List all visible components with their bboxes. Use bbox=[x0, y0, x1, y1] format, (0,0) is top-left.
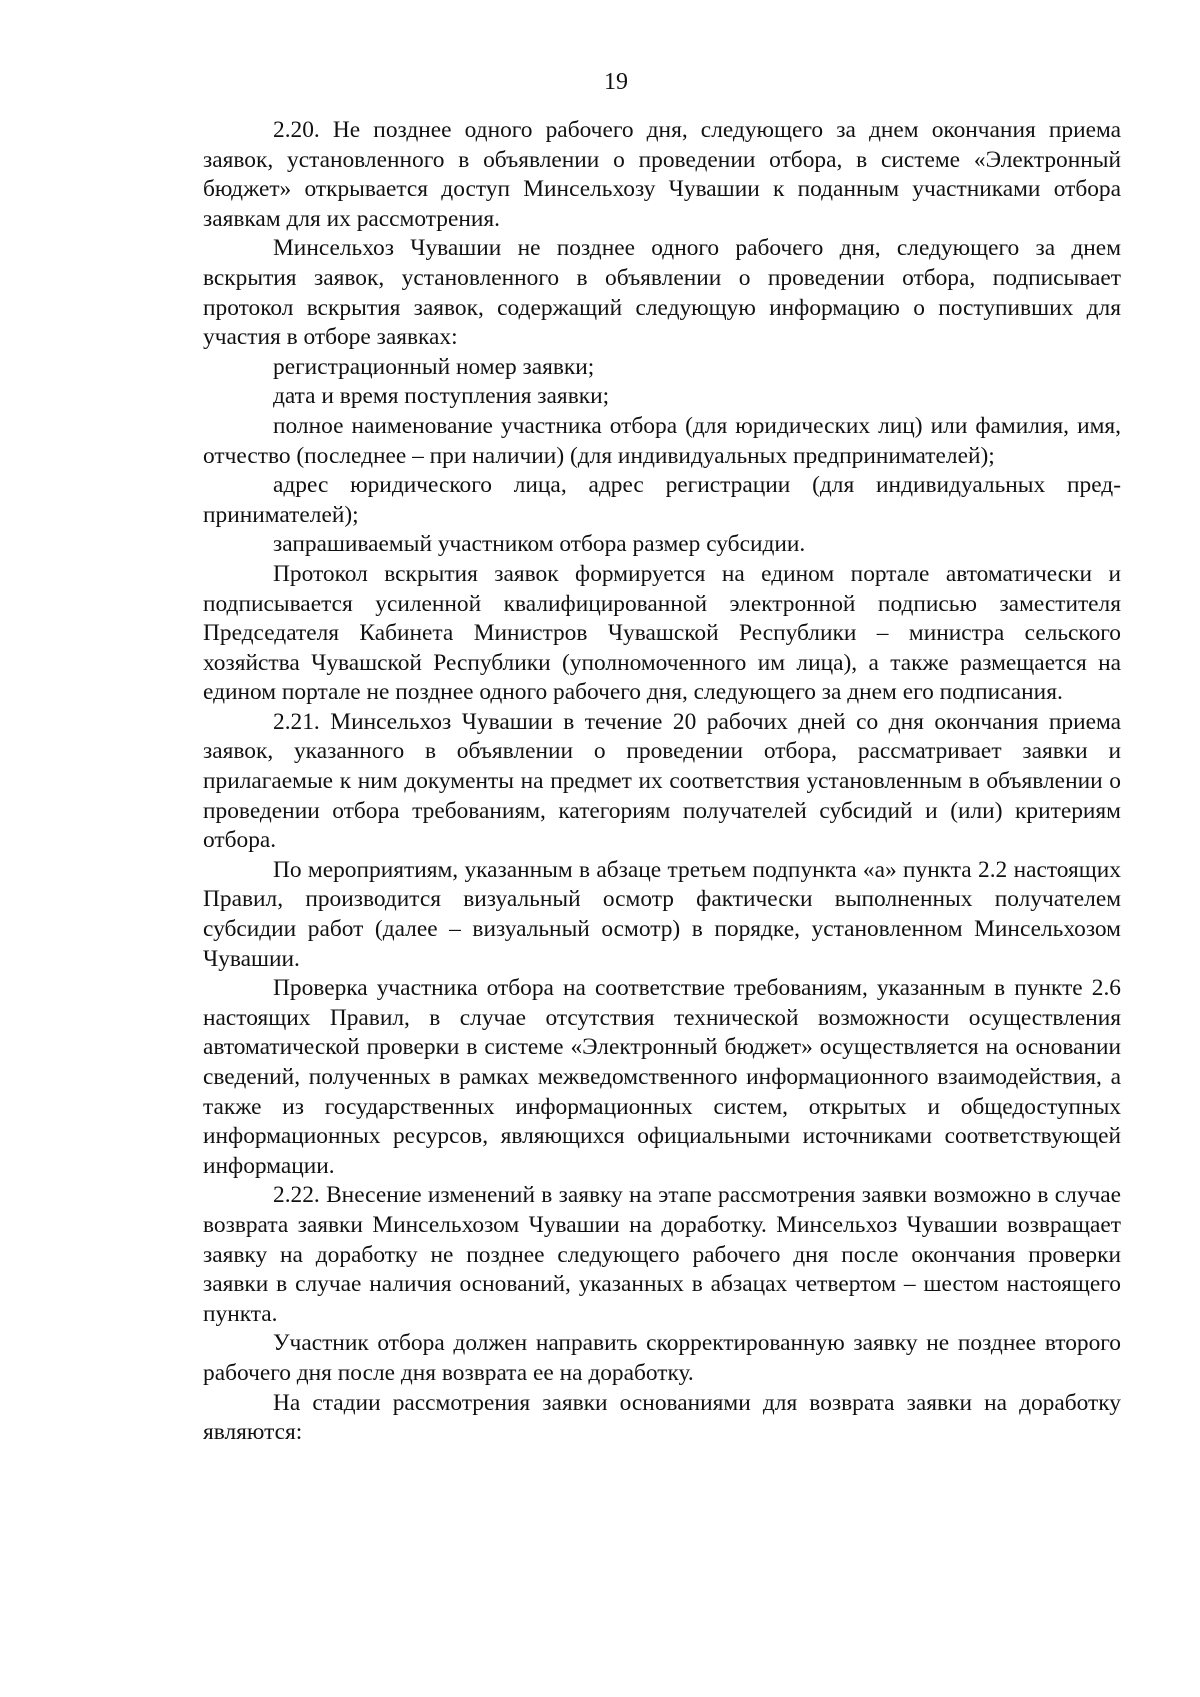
paragraph-2-22: 2.22. Внесение изменений в заявку на этапе рассмотрения заявки возможно в случае возврата заявки Минсельхозом Чувашии на доработку. Минсельхоз Чувашии возвращает заявку на доработку не позднее следующего рабочего дня после окончания проверки заявки в случае наличия оснований, указанных в абзацах четвертом – шестом настоящего пункта. bbox=[203, 1182, 1121, 1327]
list-item-full-name: полное наименование участника отбора (для юридических лиц) или фамилия, имя, отчество (последнее – при наличии) (для индивидуальных предпринимателей); bbox=[203, 412, 1121, 469]
paragraph-visual-inspection: По мероприятиям, указанным в абзаце третьем подпункта «а» пункта 2.2 настоящих Правил, производится визуальный осмотр фактически выполненных получателем субсидии работ (далее – визуальный осмотр) в порядке, установленном Минсельхозом Чувашии. bbox=[203, 856, 1121, 972]
paragraph-2-21: 2.21. Минсельхоз Чувашии в течение 20 рабочих дней со дня окончания приема заявок, указанного в объявлении о проведении отбора, рассматривает заявки и прилагаемые к ним документы на предмет их соответствия установленным в объявлении о проведении отбора требованиям, категориям получателей субсидий и (или) критериям отбора. bbox=[203, 708, 1121, 854]
list-item-subsidy-amount: запрашиваемый участником отбора размер субсидии. bbox=[273, 531, 806, 558]
list-item-address: адрес юридического лица, адрес регистрации (для индивидуальных предпринимателей); bbox=[203, 472, 1121, 528]
paragraph-participant-check: Проверка участника отбора на соответствие требованиям, указанным в пункте 2.6 настоящих Правил, в случае отсутствия технической возможности осуществления автоматической проверки в системе «Электронный бюджет» осуществляется на основании сведений, полученных в рамках межведомственного информационного взаимодействия, а также из государственных информационных систем, открытых и общедоступных информационных ресурсов, являющихся официальными источниками соответствующей информации. bbox=[203, 975, 1121, 1179]
list-item-registration-number: регистрационный номер заявки; bbox=[273, 353, 595, 380]
paragraph-protocol-formation: Протокол вскрытия заявок формируется на едином портале автоматически и подписывается усиленной квалифицированной электронной подписью заместителя Председателя Кабинета Министров Чувашской Республики – министра сельского хозяйства Чувашской Республики (уполномоченного им лица), а также размещается на едином портале не позднее одного рабочего дня, следующего за днем его подписания. bbox=[203, 560, 1121, 706]
document-body bbox=[203, 116, 1121, 1448]
page-number: 19 bbox=[604, 69, 628, 95]
list-item-date-time: дата и время поступления заявки; bbox=[273, 383, 610, 410]
paragraph-return-grounds: На стадии рассмотрения заявки основаниями для возврата заявки на доработку являются: bbox=[203, 1389, 1121, 1446]
paragraph-protocol-signing: Минсельхоз Чувашии не позднее одного рабочего дня, следующего за днем вскрытия заявок, установленного в объявлении о проведении отбора, подписывает протокол вскрытия заявок, содержащий следующую информацию о поступивших для участия в отборе заявках: bbox=[203, 235, 1121, 351]
paragraph-corrected-application: Участник отбора должен направить скорректированную заявку не позднее второго рабочего дня после дня возврата ее на доработку. bbox=[203, 1330, 1121, 1386]
paragraph-2-20: 2.20. Не позднее одного рабочего дня, следующего за днем окончания приема заявок, установленного в объявлении о проведении отбора, в системе «Электронный бюджет» открывается доступ Минсельхозу Чувашии к поданным участниками отбора заявкам для их рассмотрения. bbox=[203, 117, 1121, 232]
